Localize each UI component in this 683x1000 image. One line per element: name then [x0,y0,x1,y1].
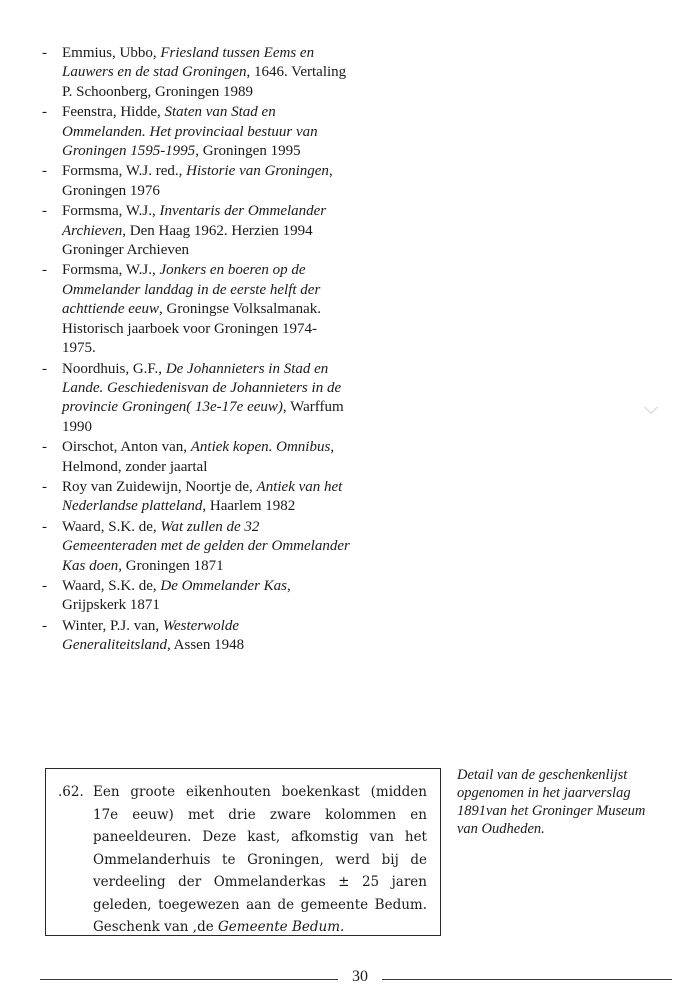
entry-author: Waard, S.K. de, [62,577,161,594]
bibliography-list [40,44,350,657]
bibliography-entry [40,518,350,576]
bibliography-entry [40,577,350,616]
entry-publication: , Assen 1948 [167,637,245,654]
entry-publication: , Groningen 1976 [62,163,333,199]
page-number: 30 [352,968,368,985]
entry-publication: , Grijpskerk 1871 [62,577,291,614]
entry-publication: , 1646. Vertaling P. Schoonberg, Groningen 1989 [62,64,347,100]
entry-title: Westerwolde Generaliteitsland [62,617,239,654]
entry-title: De Johannieters in Stad en Lande. Geschiedenisvan de Johannieters in de provincie Groningen( 13e-17e eeuw) [62,360,342,416]
entry-title: Jonkers en boeren op de Ommelander landdag in de eerste helft der achttiende eeuw [62,262,321,318]
entry-title: Wat zullen de 32 Gemeenteraden met de gelden der Ommelander Kas doen [62,518,350,574]
entry-publication: , Groningse Volksalmanak. Historisch jaarboek voor Groningen 1974-1975. [62,301,321,357]
entry-author: Emmius, Ubbo, [62,45,161,61]
bibliography-entry [40,478,350,517]
entry-author: Feenstra, Hidde, [62,104,165,121]
bibliography-entry [40,617,350,656]
figure-caption: Detail van de geschenkenlijst opgenomen in het jaarverslag 1891van het Groninger Museum van Oudheden. [457,767,646,837]
entry-author: Formsma, W.J. red., [62,163,187,180]
entry-author: Formsma, W.J., [62,262,160,279]
gift-list-excerpt [45,768,441,936]
entry-title: Antiek van het Nederlandse platteland [62,478,343,515]
entry-title: Staten van Stad en Ommelanden. Het provinciaal bestuur van Groningen 1595-1995 [62,104,318,160]
chevron-down-icon [644,400,658,414]
entry-author: Formsma, W.J., [62,203,160,220]
entry-publication: , Warffum 1990 [62,399,344,435]
entry-author: Waard, S.K. de, [62,518,161,535]
bibliography-entry [40,103,350,161]
bibliography-entry [40,162,350,201]
excerpt-description: Een groote eikenhouten boekenkast (midden 17e eeuw) met drie zware kolommen en paneeldeuren. Deze kast, afkomstig van het Ommelanderhuis te Groningen, werd bij de verdeeling der Ommelanderkas ± 25 jaren geleden, toegewezen aan de gemeente Bedum. Geschenk van [93,784,427,935]
entry-title: Historie van Groningen [186,163,329,180]
entry-author: Roy van Zuidewijn, Noortje de, [62,478,257,495]
entry-author: Oirschot, Anton van, [62,439,191,456]
footer-rule-right [382,979,672,980]
excerpt-donor-prefix: ,de [192,919,218,935]
bibliography-entry [40,438,350,477]
bibliography-entry [40,261,350,358]
entry-publication: , Groningen 1871 [118,557,224,574]
entry-title: Friesland tussen Eems en Lauwers en de stad Groningen [62,45,315,81]
bibliography-entry [40,202,350,260]
footer-rule-left [40,979,338,980]
bibliography-entry [40,44,350,102]
excerpt-text [93,781,427,939]
excerpt-item-number: .62. [58,784,84,800]
excerpt-donor: Gemeente Bedum. [218,919,345,935]
entry-publication: , Groningen 1995 [195,143,301,160]
entry-publication: , Den Haag 1962. Herzien 1994 Groninger Archieven [62,222,313,259]
entry-title: De Ommelander Kas [160,577,288,594]
entry-publication: , Helmond, zonder jaartal [62,439,335,475]
entry-title: Antiek kopen. Omnibus [190,439,331,456]
entry-publication: , Haarlem 1982 [202,498,296,515]
entry-title: Inventaris der Ommelander Archieven [62,203,327,239]
entry-author: Noordhuis, G.F., [62,360,166,377]
entry-author: Winter, P.J. van, [62,617,163,634]
bibliography-entry [40,360,350,438]
